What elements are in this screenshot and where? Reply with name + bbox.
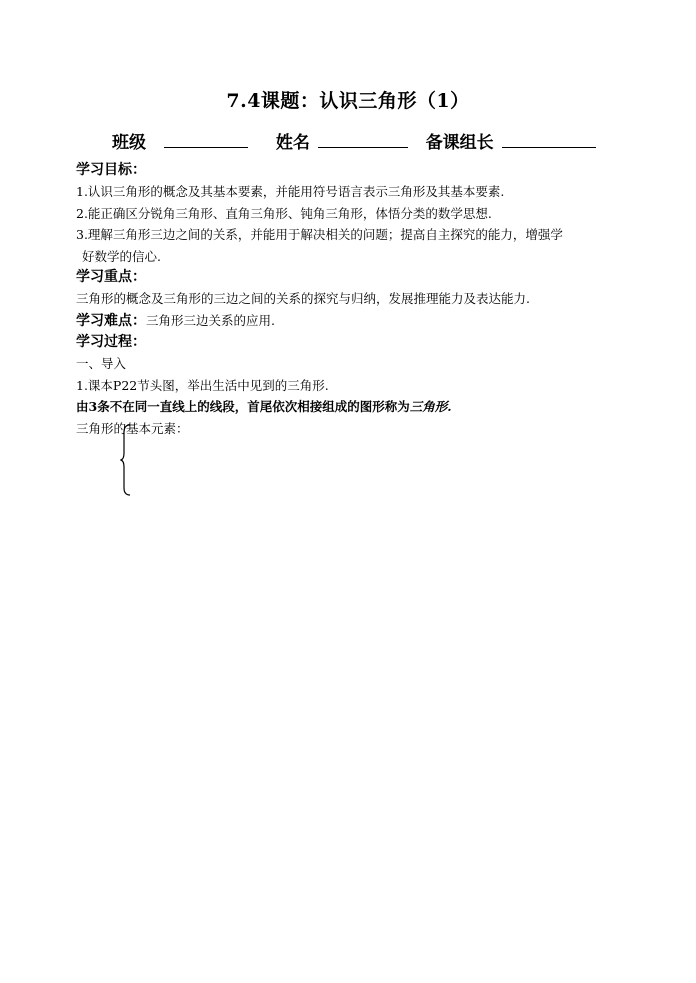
leader-blank [502,131,596,148]
difficulties-heading: 学习难点： [76,312,146,329]
name-blank [318,131,408,148]
key-points-heading: 学习重点： [76,269,146,285]
objective-item-3-continued: 好数学的信心. [82,248,161,264]
leader-label: 备课组长 [425,133,494,153]
process-heading: 学习过程： [76,334,146,350]
triangle-definition [76,396,636,418]
objective-item-2: 2.能正确区分锐角三角形、直角三角形、钝角三角形，体悟分类的数学思想. [76,205,492,221]
objectives-heading: 学习目标： [76,162,146,178]
key-points-text: 三角形的概念及三角形的三边之间的关系的探究与归纳，发展推理能力及表达能力. [76,291,530,306]
document-body [76,160,636,439]
definition-term: 三角形. [409,399,452,414]
difficulties-row [76,310,636,333]
class-blank [164,131,248,148]
process-step-1: 1.课本P22节头图，举出生活中见到的三角形. [76,377,329,393]
page-title: 7.4课题：认识三角形（1） [226,90,470,112]
elements-label: 三角形的基本元素： [76,420,189,436]
definition-text: 由3条不在同一直线上的线段，首尾依次相接组成的图形称为 [76,399,410,414]
info-row [112,128,596,153]
process-section: 一、导入 [76,356,127,371]
class-label: 班级 [112,133,146,153]
objective-item-1: 1.认识三角形的概念及其基本要素，并能用符号语言表示三角形及其基本要素. [76,184,505,199]
name-label: 姓名 [275,133,310,153]
difficulties-text: 三角形三边关系的应用. [146,312,275,328]
objective-item-3: 3.理解三角形三边之间的关系，并能用于解决相关的问题；提高自主探究的能力，增强学 [76,227,563,242]
left-brace-icon [120,424,134,496]
